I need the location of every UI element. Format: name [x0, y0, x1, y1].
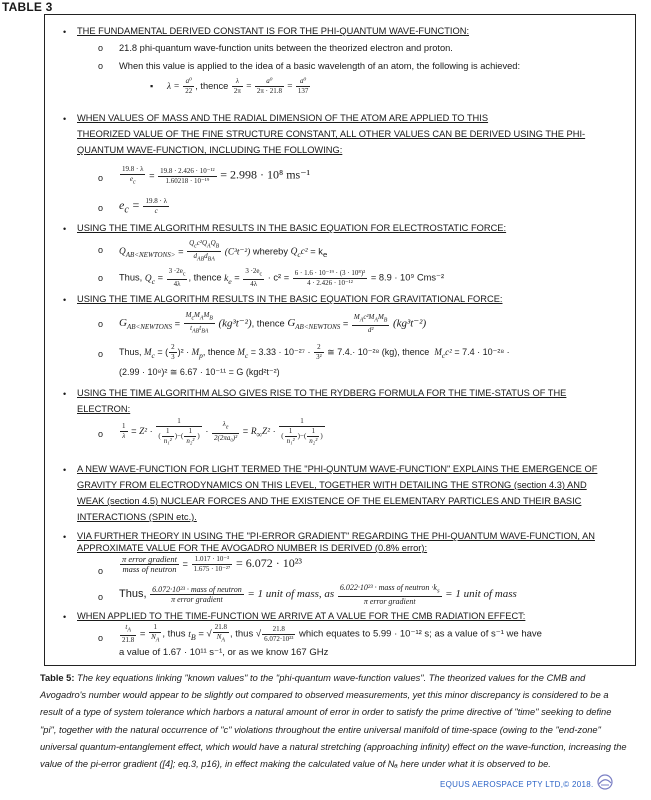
- section-heading-cmb: WHEN APPLIED TO THE TIME-FUNCTION WE ARRIVE AT A VALUE FOR THE CMB RADIATION EFFECT:: [77, 611, 526, 621]
- bullet: ▪: [150, 81, 154, 91]
- bullet: o: [98, 319, 104, 329]
- equus-logo-icon: [592, 773, 618, 791]
- bullet: •: [63, 295, 67, 305]
- section-heading-electrostatic: USING THE TIME ALGORITHM RESULTS IN THE BASIC EQUATION FOR ELECTROSTATIC FORCE:: [77, 223, 507, 233]
- table-label: TABLE 3: [2, 0, 53, 14]
- bullet: o: [98, 173, 104, 183]
- equation-gab: $G_{AB<NEWTONS}$ = $M_cM_AM_B$ $t_{AB}t_{BA}$ (kg³t⁻²), thence $G_{AB<NEWTONS}$ = $M_Ac^2M_AM_B$ d² (kg³t⁻²): [119, 311, 427, 335]
- equation-c: $\frac{19.8 \cdot \lambda}{e_c}$ = $\frac{\text{19.8 · 2.426 · 10⁻¹²}}{\text{1.60218 · 10⁻¹⁹}}$ = 2.998 · 10⁸ ms⁻¹: [122, 165, 311, 186]
- equations-table: • THE FUNDAMENTAL DERIVED CONSTANT IS FOR THE PHI-QUANTUM WAVE-FUNCTION: o 21.8 phi-quantum wave-function units between the theorized electron and proton. o When this value is applied to the idea of a basic wavelength of an atom, the following is achieved: ▪ λ = $\frac{\text{a⁰}}{22}$ , thence $\frac{\lambda}{2\pi}$ = $\frac{\text{a⁰}}{2\pi \cdot 21.8}$ = $\frac{\text{a⁰}}{137}$ • WHEN VALUES OF MASS AND THE RADIAL DIMENSION OF THE ATOM ARE APPLIED TO THIS THEORIZED VALUE OF THE FINE STRUCTURE CONSTANT, ALL OTHER VALUES CAN BE DERIVED USING THE PHI- QUANTUM WAVE-FUNCTION, INCLUDING THE FOLLOWING: o $\frac{19.8 \cdot \lambda}{e_c}$ = $\frac{\text{19.8 · 2.426 · 10⁻¹²}}{\text{1.60218 · 10⁻¹⁹}}$ = 2.998 · 10⁸ ms⁻¹ o $e_c$ = $\frac{19.8 \cdot \lambda}{c}$ • USING THE TIME ALGORITHM RESULTS IN THE BASIC EQUATION FOR ELECTROSTATIC FORCE: o $Q_{AB<NEWTONS>}$ = $Q_cc^2Q_AQ_B$ $d_{AB}d_{BA}$ (C³t⁻²) whereby $Q_cc^2 = k_e$ o Thus, $Q_c$ = $\frac{3 \cdot 2e_c}{4\lambda}$ , thence $k_e$ = $\frac{3 \cdot 2e_c}{4\lambda}$ · c² = $\frac{\text{6 · 1.6 · 10⁻¹⁹ · (3 · 10⁸)²}}{\text{4 · 2.426 · 10⁻¹²}}$ = 8.9 · 10⁹ Cms⁻² • USING THE TIME ALGORITHM RESULTS IN THE BASIC EQUATION FOR GRAVITATIONAL FORCE: o $G_{AB<NEWTONS}$ = $M_cM_AM_B$ $t_{AB}t_{BA}$ (kg³t⁻²), thence $G_{AB<NEWTONS}$ = $M_Ac^2M_AM_B$ d² (kg³t⁻²) o Thus, $M_c$ = ( $\frac{2}{3}$ )$^2 \cdot M_p$, thence $M_c = 3.33 \cdot 10^{-27}$ · $\frac{2}{\text{3²}}$ ≅ 7.4.· 10⁻²⁸ (kg), thence $M_cc^2 = 7.4 \cdot 10^{-28}$ · (2.99 · 10⁸)² ≅ 6.67 · 10⁻¹¹ = G (kgd²t⁻²) • USING THE TIME ALGORITHM ALSO GIVES RISE TO THE RYDBERG FORMULA FOR THE TIME-STATUS OF THE ELECTRON: o $\frac{1}{\lambda}$ = Z² · 1 ( $\frac{1}{\text{n₁²}}$ )−( $\frac{1}{\text{n₂²}}$ ) · $\frac{\lambda_e}{\text{2(2πa₀)²}}$ = $R_\infty Z^2$ · 1 ( $\frac{1}{\text{n₁²}}$ )−( $\frac{1}{\text{n₂²}}$ ) • A NEW WAVE-FUNCTION FOR LIGHT TERMED THE "PHI-QUNTUM WAVE-FUNCTION" EXPLAINS THE EMERGENCE OF GRAVITY FROM ELECTRODYNAMICS ON THIS LEVEL, TOGETHER WITH DETAILING THE STRONG (section 4.3) AND WEAK (section 4.5) NUCLEAR FORCES AND THE EXISTENCE OF THE ELEMENTARY PARTICLES AND THEIR BASIC INTERACTIONS (SPIN etc.). • VIA FURTHER THEORY IN USING THE "PI-ERROR GRADIENT" REGARDING THE PHI-QUANTUM WAVE-FUNCTION, AN APPROXIMATE VALUE FOR THE AVOGADRO NUMBER IS DERIVED (0.8% error): o π error gradient mass of neutron = $\frac{\text{1.017 · 10⁻³}}{\text{1.675 · 10⁻²⁷}}$ = 6.072 · 10²³ o Thus, 6.072·10²³ · mass of neutron π error gradient = 1 unit of mass, as 6.022·10²³ · mass of neutron $\cdot k_s$ π error gradient = 1 unit of mass • WHEN APPLIED TO THE TIME-FUNCTION WE ARRIVE AT A VALUE FOR THE CMB RADIATION EFFECT: o $\frac{t_A}{21.8}$ = $\frac{1}{N_A}$ , thus $t_B$ = √ $\frac{21.8}{N_A}$ , thus √ $\frac{21.8}{\text{6.072·10²³}}$ which equates to 5.99 · 10⁻¹² s; as a value of s⁻¹ we have a value of 1.67 · 10¹¹ s⁻¹, or as we know 167 GHz: [44, 14, 636, 666]
- copyright-footer: EQUUS AEROSPACE PTY LTD,© 2018.: [440, 780, 594, 789]
- bullet-text: When this value is applied to the idea of a basic wavelength of an atom, the following is achieved:: [119, 61, 521, 71]
- bullet: o: [98, 349, 104, 359]
- equation-lambda: λ = $\frac{\text{a⁰}}{22}$ , thence $\frac{\lambda}{2\pi}$ = $\frac{\text{a⁰}}{2\pi \cdot 21.8}$ = $\frac{\text{a⁰}}{137}$: [167, 77, 309, 95]
- section-heading-rydberg: USING THE TIME ALGORITHM ALSO GIVES RISE TO THE RYDBERG FORMULA FOR THE TIME-STATUS OF THE: [77, 388, 567, 398]
- bullet: o: [98, 429, 104, 439]
- bullet-text: 21.8 phi-quantum wave-function units between the theorized electron and proton.: [119, 43, 453, 53]
- equation-g-value: (2.99 · 10⁸)² ≅ 6.67 · 10⁻¹¹ = G (kgd²t⁻²): [119, 367, 280, 377]
- equation-ke: Thus, $Q_c$ = $\frac{3 \cdot 2e_c}{4\lambda}$ , thence $k_e$ = $\frac{3 \cdot 2e_c}{4\lambda}$ · c² = $\frac{\text{6 · 1.6 · 10⁻¹⁹ · (3 · 10⁸)²}}{\text{4 · 2.426 · 10⁻¹²}}$ = 8.9 · 10⁹ Cms⁻²: [119, 267, 445, 289]
- bullet: o: [98, 245, 104, 255]
- bullet: •: [63, 465, 67, 475]
- bullet: •: [63, 389, 67, 399]
- bullet: o: [98, 203, 104, 213]
- bullet: o: [98, 566, 104, 576]
- cmb-value: a value of 1.67 · 10¹¹ s⁻¹, or as we know 167 GHz: [119, 647, 329, 658]
- bullet: •: [63, 27, 67, 37]
- equation-rydberg: $\frac{1}{\lambda}$ = Z² · 1 ( $\frac{1}{\text{n₁²}}$ )−( $\frac{1}{\text{n₂²}}$ ) · $\frac{\lambda_e}{\text{2(2πa₀)²}}$ = $R_\infty Z^2$ · 1 ( $\frac{1}{\text{n₁²}}$ )−( $\frac{1}{\text{n₂²}}$ ): [122, 417, 323, 445]
- section-heading-mass: WHEN VALUES OF MASS AND THE RADIAL DIMENSION OF THE ATOM ARE APPLIED TO THIS: [77, 113, 489, 123]
- equation-avogadro: π error gradient mass of neutron = $\frac{\text{1.017 · 10⁻³}}{\text{1.675 · 10⁻²⁷}}$ = 6.072 · 10²³: [122, 554, 302, 574]
- equation-unit-mass: Thus, 6.072·10²³ · mass of neutron π error gradient = 1 unit of mass, as 6.022·10²³ · mass of neutron $\cdot k_s$ π error gradient = 1 unit of mass: [119, 583, 517, 606]
- equation-ec: $e_c$ = $\frac{19.8 \cdot \lambda}{c}$: [119, 197, 167, 216]
- bullet: •: [63, 114, 67, 124]
- bullet: o: [98, 61, 104, 71]
- section-heading-gravitational: USING THE TIME ALGORITHM RESULTS IN THE BASIC EQUATION FOR GRAVITATIONAL FORCE:: [77, 294, 503, 304]
- equation-cmb: $\frac{t_A}{21.8}$ = $\frac{1}{N_A}$ , thus $t_B$ = √ $\frac{21.8}{N_A}$ , thus √ $\frac{21.8}{\text{6.072·10²³}}$ which equates to 5.99 · 10⁻¹² s; as a value of s⁻¹ we have: [122, 623, 542, 645]
- table-caption: Table 5: The key equations linking "known values" to the "phi-quantum wave-function values". The theorized values for the CMB and Avogadro's number would appear to be slightly out compared to observed measurements, yet this minor discrepancy is considered to be a result of a type of system tolerance which harbors a natural amount of error in order to satisfy the prime directive of "time" seeking to define "pi", together with the natural occurrence of "c" violations throughout the entire universal manifold of time-space (owing to the "end-zone" universal quantum-entanglement effect, which would have a natural stretching (approaching infinity) effect on the wave-function, increasing the value of the pi-error gradient ([4]; eq.3, p16), in effect making the calculated value of Nₐ here under what it is observed to be.: [40, 673, 627, 770]
- bullet: •: [63, 612, 67, 622]
- bullet: •: [63, 532, 67, 542]
- section-heading-phi: THE FUNDAMENTAL DERIVED CONSTANT IS FOR THE PHI-QUANTUM WAVE-FUNCTION:: [77, 26, 470, 36]
- bullet: o: [98, 43, 104, 53]
- bullet: o: [98, 273, 104, 283]
- bullet: •: [63, 224, 67, 234]
- section-heading-wavefunction: A NEW WAVE-FUNCTION FOR LIGHT TERMED THE "PHI-QUNTUM WAVE-FUNCTION" EXPLAINS THE EMERGENCE OF: [77, 464, 598, 474]
- bullet: o: [98, 633, 104, 643]
- equation-qab: $Q_{AB<NEWTONS>}$ = $Q_cc^2Q_AQ_B$ $d_{AB}d_{BA}$ (C³t⁻²) whereby $Q_cc^2 = k_e$: [119, 239, 328, 263]
- equation-mc: Thus, $M_c$ = ( $\frac{2}{3}$ )$^2 \cdot M_p$, thence $M_c = 3.33 \cdot 10^{-27}$ · $\frac{2}{\text{3²}}$ ≅ 7.4.· 10⁻²⁸ (kg), thence $M_cc^2 = 7.4 \cdot 10^{-28}$ ·: [119, 343, 510, 361]
- section-heading-avogadro: VIA FURTHER THEORY IN USING THE "PI-ERROR GRADIENT" REGARDING THE PHI-QUANTUM WAVE-FUNCTION, AN: [77, 531, 595, 541]
- bullet: o: [98, 592, 104, 602]
